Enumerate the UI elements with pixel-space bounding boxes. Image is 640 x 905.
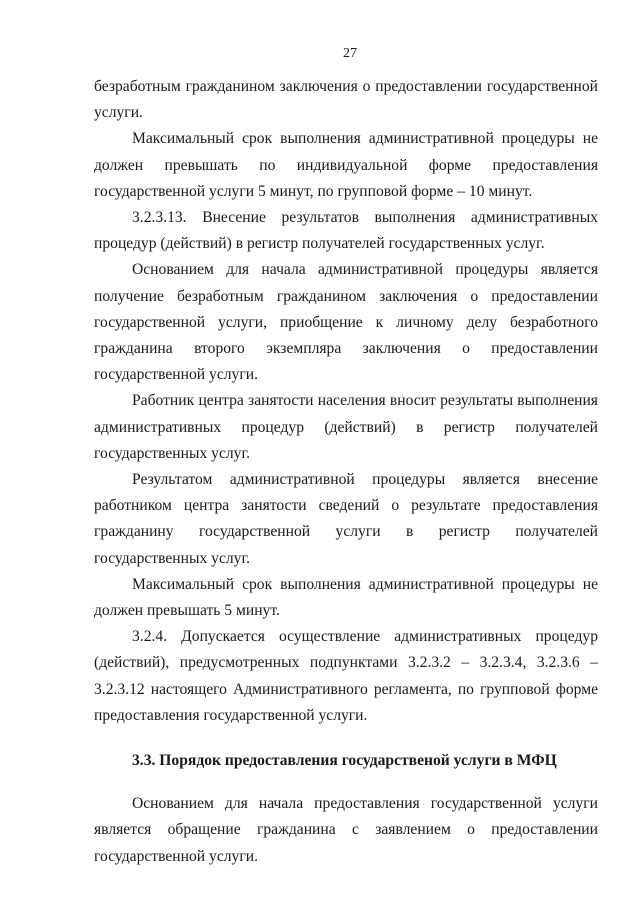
page-number: 27	[343, 46, 357, 61]
paragraph-basis: Основанием для начала административной процедуры является получение безработным гражданином заключения о предоставлении государственной услуги, приобщение к личному делу безработного гражданина второго экземпляра заключения о предоставлении государственной услуги.	[94, 261, 598, 384]
paragraph-max-duration-2: Максимальный срок выполнения административной процедуры не должен превышать 5 минут.	[94, 575, 598, 620]
paragraph-continuation: безработным гражданином заключения о предоставлении государственной услуги.	[94, 78, 598, 122]
paragraph-max-duration: Максимальный срок выполнения административной процедуры не должен превышать по индивидуальной форме предоставления государственной услуги 5 минут, по групповой форме – 10 минут.	[94, 130, 598, 200]
paragraph-worker-enters: Работник центра занятости населения вносит результаты выполнения административных процедур (действий) в регистр получателей государственных услуг.	[94, 392, 598, 462]
paragraph-3-2-3-13: 3.2.3.13. Внесение результатов выполнения административных процедур (действий) в регистр получателей государственных услуг.	[94, 209, 598, 253]
paragraph-mfc-basis: Основанием для начала предоставления государственной услуги является обращение гражданина с заявлением о предоставлении государственной услуги.	[94, 795, 598, 865]
paragraph-result: Результатом административной процедуры является внесение работником центра занятости сведений о результате предоставления гражданину государственной услуги в регистр получателей государственных услуг.	[94, 471, 598, 567]
paragraph-3-2-4: 3.2.4. Допускается осуществление административных процедур (действий), предусмотренных подпунктами 3.2.3.2 – 3.2.3.4, 3.2.3.6 – 3.2.3.12 настоящего Административного регламента, по групповой форме предоставления государственной услуги.	[94, 628, 598, 724]
section-heading: 3.3. Порядок предоставления государственой услуги в МФЦ	[132, 752, 557, 770]
document-body	[94, 74, 598, 870]
